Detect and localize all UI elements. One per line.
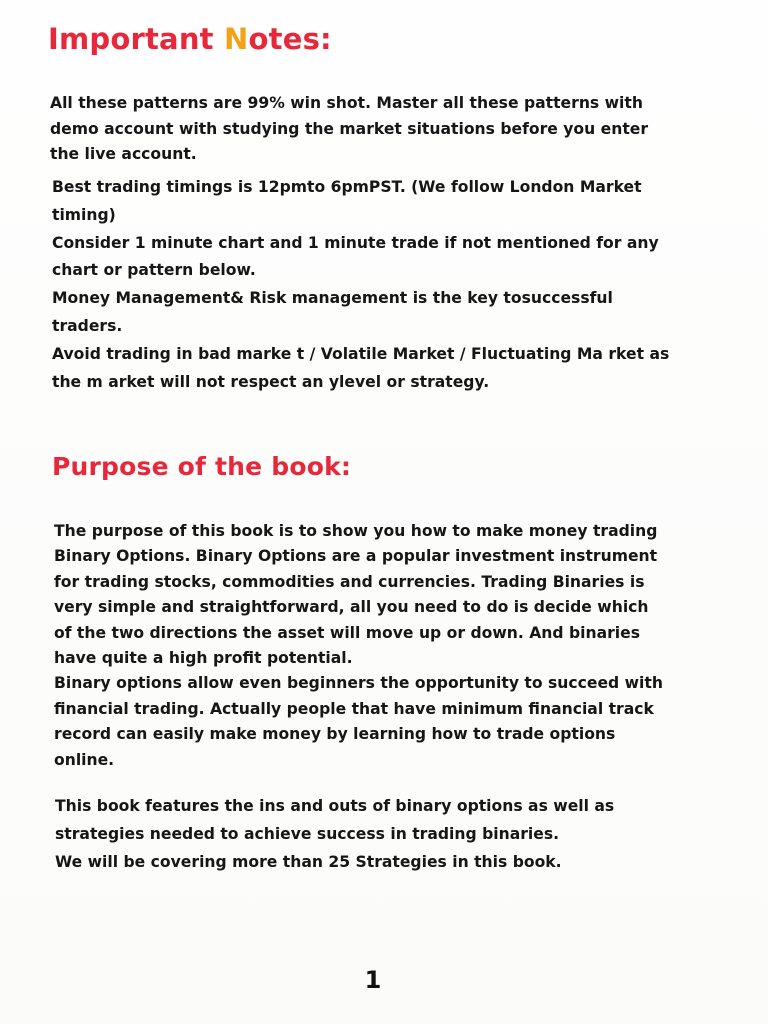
text-line: Binary Options. Binary Options are a popular investment instrument — [54, 547, 658, 566]
purpose-body-paragraph — [54, 519, 663, 773]
important-notes-heading — [48, 22, 332, 56]
text-line: record can easily make money by learning how to trade options — [54, 725, 616, 744]
text-line: financial trading. Actually people that have minimum financial track — [54, 699, 654, 718]
heading-accent-letter: N — [224, 22, 249, 56]
text-line: Consider 1 minute chart and 1 minute trade if not mentioned for any — [52, 233, 659, 252]
notes-tips-paragraph — [52, 174, 669, 396]
text-line: All these patterns are 99% win shot. Master all these patterns with — [50, 94, 643, 112]
text-line: The purpose of this book is to show you how to make money trading — [54, 522, 658, 540]
text-line: traders. — [52, 316, 123, 335]
text-line: of the two directions the asset will move up or down. And binaries — [54, 623, 640, 642]
heading-part-1: Important — [48, 22, 225, 56]
notes-intro-paragraph — [50, 91, 648, 168]
heading-part-2: otes: — [248, 22, 332, 56]
text-line: Binary options allow even beginners the opportunity to succeed with — [54, 674, 663, 693]
text-line: for trading stocks, commodities and currencies. Trading Binaries is — [54, 572, 645, 591]
text-line: We will be covering more than 25 Strategies in this book. — [55, 853, 562, 872]
text-line: This book features the ins and outs of binary options as well as — [55, 797, 615, 815]
text-line: timing) — [52, 205, 116, 224]
text-line: the m arket will not respect an ylevel or strategy. — [52, 372, 490, 391]
text-line: Best trading timings is 12pmto 6pmPST. (We follow London Market — [52, 178, 642, 196]
text-line: very simple and straightforward, all you need to do is decide which — [54, 598, 649, 617]
text-line: chart or pattern below. — [52, 261, 256, 280]
text-line: Money Management& Risk management is the key tosuccessful — [52, 289, 613, 308]
page-number: 1 — [364, 966, 382, 994]
text-line: the live account. — [50, 145, 197, 163]
purpose-heading: Purpose of the book: — [52, 452, 352, 481]
text-line: Avoid trading in bad marke t / Volatile Market / Fluctuating Ma rket as — [52, 344, 670, 363]
features-paragraph — [55, 792, 614, 877]
text-line: strategies needed to achieve success in trading binaries. — [55, 825, 560, 844]
text-line: online. — [54, 750, 115, 769]
text-line: have quite a high profit potential. — [54, 649, 353, 668]
text-line: demo account with studying the market situations before you enter — [50, 119, 649, 138]
